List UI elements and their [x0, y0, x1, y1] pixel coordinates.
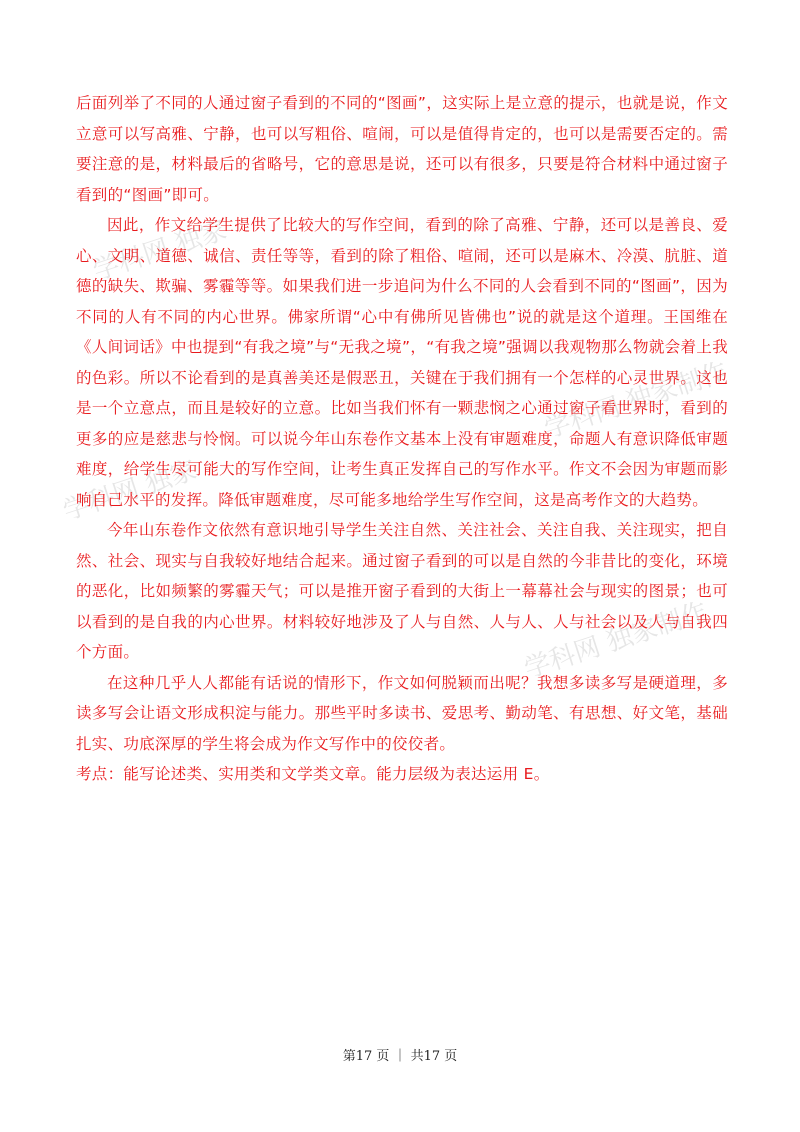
paragraph: 因此，作文给学生提供了比较大的写作空间，看到的除了高雅、宁静，还可以是善良、爱心、文明、道德、诚信、责任等等，看到的除了粗俗、喧闹，还可以是麻木、冷漠、肮脏、道德的缺失、欺骗、雾霾等等。如果我们进一步追问为什么不同的人会看到不同的“图画”，因为不同的人有不同的内心世界。佛家所谓“心中有佛所见皆佛也”说的就是这个道理。王国维在《人间词话》中也提到“有我之境”与“无我之境”，“有我之境”强调以我观物那么物就会着上我的色彩。所以不论看到的是真善美还是假恶丑，关键在于我们拥有一个怎样的心灵世界。这也是一个立意点，而且是较好的立意。比如当我们怀有一颗悲悯之心通过窗子看世界时，看到的更多的应是慈悲与怜悯。可以说今年山东卷作文基本上没有审题难度，命题人有意识降低审题难度，给学生尽可能大的写作空间，让考生真正发挥自己的写作水平。作文不会因为审题而影响自己水平的发挥。降低审题难度，尽可能多地给学生写作空间，这是高考作文的大趋势。 — [76, 216, 728, 509]
watermark: 学科网 独家制作 — [520, 597, 712, 685]
watermark: 学科网 独家制作 — [540, 357, 732, 445]
paragraph: 后面列举了不同的人通过窗子看到的不同的“图画”，这实际上是立意的提示，也就是说，作文立意可以写高雅、宁静，也可以写粗俗、喧闹，可以是值得肯定的，也可以是需要否定的。需要注意的是，材料最后的省略号，它的意思是说，还可以有很多，只要是符合材料中通过窗子看到的“图画”即可。 — [76, 94, 728, 204]
body-text — [76, 88, 728, 790]
watermark: 学科网 独家 — [59, 455, 201, 527]
watermark: 学科网 独家 — [89, 215, 231, 287]
page-number: 第17 页 ｜ 共17 页 — [342, 1049, 458, 1064]
knowledge-point: 考点：能写论述类、实用类和文学类文章。能力层级为表达运用 E。 — [76, 765, 550, 783]
paragraph: 在这种几乎人人都能有话说的情形下，作文如何脱颖而出呢？我想多读多写是硬道理，多读多写会让语文形成积淀与能力。那些平时多读书、爱思考、勤动笔、有思想、好文笔，基础扎实、功底深厚的学生将会成为作文写作中的佼佼者。 — [76, 673, 728, 753]
paragraph: 今年山东卷作文依然有意识地引导学生关注自然、关注社会、关注自我、关注现实，把自然、社会、现实与自我较好地结合起来。通过窗子看到的可以是自然的今非昔比的变化，环境的恶化，比如频繁的雾霾天气；可以是推开窗子看到的大街上一幕幕社会与现实的图景；也可以看到的是自我的内心世界。材料较好地涉及了人与自然、人与人、人与社会以及人与自我四个方面。 — [76, 521, 728, 661]
